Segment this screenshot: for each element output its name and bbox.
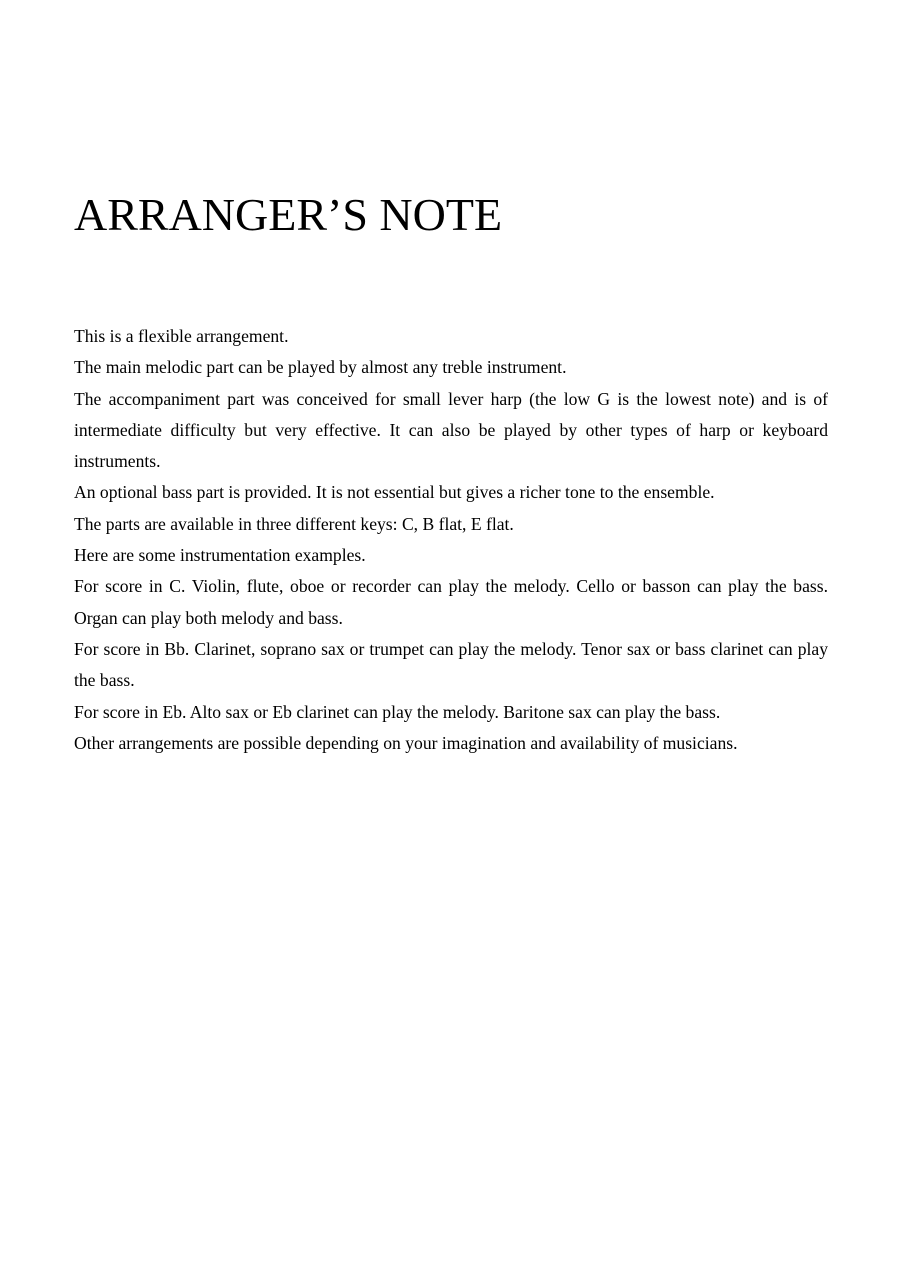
- paragraph-accompaniment-part: The accompaniment part was conceived for small lever harp (the low G is the lowest note) and is of intermediate difficulty but very effective. It can also be played by other types of harp or keyboard instruments.: [74, 388, 828, 472]
- paragraph-score-in-bb: For score in Bb. Clarinet, soprano sax or trumpet can play the melody. Tenor sax or bass clarinet can play the bass.: [74, 638, 828, 691]
- paragraph-melodic-part: The main melodic part can be played by almost any treble instrument.: [74, 357, 567, 378]
- paragraph-available-keys: The parts are available in three different keys: C, B flat, E flat.: [74, 513, 514, 534]
- note-body: [74, 321, 828, 759]
- paragraph-score-in-c: For score in C. Violin, flute, oboe or recorder can play the melody. Cello or basson can play the bass. Organ can play both melody and bass.: [74, 576, 828, 628]
- paragraph-score-in-eb: For score in Eb. Alto sax or Eb clarinet can play the melody. Baritone sax can play the bass.: [74, 701, 721, 722]
- paragraph-instrumentation-intro: Here are some instrumentation examples.: [74, 545, 366, 566]
- paragraph-bass-part: An optional bass part is provided. It is not essential but gives a richer tone to the ensemble.: [74, 482, 715, 503]
- paragraph-other-arrangements: Other arrangements are possible depending on your imagination and availability of musicians.: [74, 732, 738, 753]
- paragraph-flexible-arrangement: This is a flexible arrangement.: [74, 326, 289, 346]
- page-title: ARRANGER’S NOTE: [74, 189, 503, 240]
